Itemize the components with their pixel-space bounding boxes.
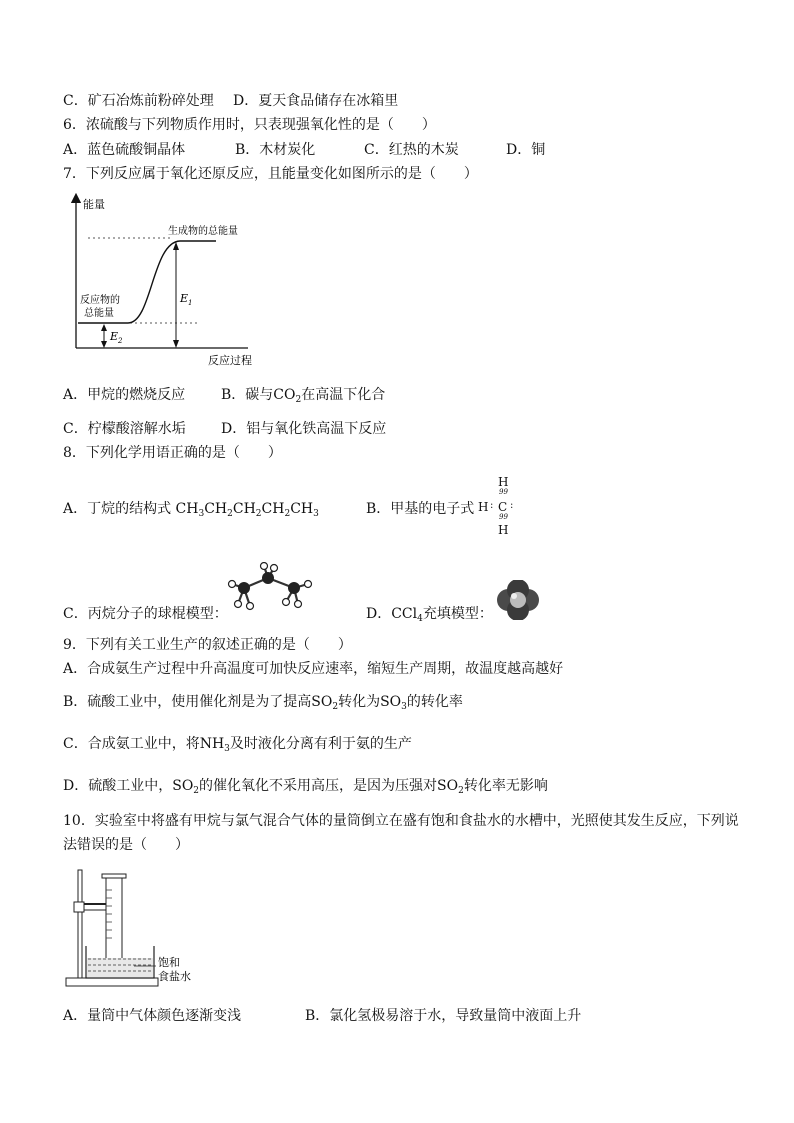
methyl-dots-top: 99 xyxy=(499,488,508,496)
e2-arrowhead-down xyxy=(101,341,107,348)
q9-option-b: B．硫酸工业中，使用催化剂是为了提高$SO_2$转化为$SO_3$的转化率 xyxy=(63,694,463,712)
q8-option-a: A．丁烷的结构式 $CH_3CH_2CH_2CH_2CH_3$ xyxy=(63,501,319,519)
q8-option-d: D．CCl$_4$充填模型： xyxy=(366,606,493,624)
q10-option-b: B．氯化氢极易溶于水，导致量筒中液面上升 xyxy=(305,1008,582,1024)
ccl4-space-filling-model xyxy=(494,580,542,620)
e2-arrowhead-up xyxy=(101,324,107,331)
q10-stem-line-1: 10．实验室中将盛有甲烷与氯气混合气体的量筒倒立在盛有饱和食盐水的水槽中，光照使其发生反应，下列说 xyxy=(63,813,739,829)
methyl-dot-right: : xyxy=(510,500,514,511)
q9-option-d: D．硫酸工业中，$SO_2$的催化氧化不采用高压，是因为压强对$SO_2$转化率无影响 xyxy=(63,778,548,796)
e2-label: $E_2$ xyxy=(110,330,123,345)
reactant-energy-label-2: 总能量 xyxy=(84,308,114,319)
q8-stem: 8．下列化学用语正确的是（ ） xyxy=(63,445,282,461)
q6-option-b: B．木材炭化 xyxy=(235,142,316,158)
q7-option-c: C．柠檬酸溶解水垢 xyxy=(63,421,186,437)
q9-option-a: A．合成氨生产过程中升高温度可加快反应速率，缩短生产周期，故温度越高越好 xyxy=(63,661,564,677)
q7-stem: 7．下列反应属于氧化还原反应，且能量变化如图所示的是（ ） xyxy=(63,166,478,182)
q6-stem: 6．浓硫酸与下列物质作用时，只表现强氧化性的是（ ） xyxy=(63,117,436,133)
methyl-h-left: H xyxy=(478,500,489,514)
q5-option-d: D．夏天食品储存在冰箱里 xyxy=(233,93,399,109)
methyl-electron-formula xyxy=(478,476,518,538)
apparatus-diagram xyxy=(62,866,212,996)
q6-option-c: C．红热的木炭 xyxy=(364,142,459,158)
methyl-c: C xyxy=(498,500,508,514)
methyl-dot-left: : xyxy=(490,500,494,511)
x-axis-label: 反应过程 xyxy=(208,354,252,367)
q10-option-a: A．量筒中气体颜色逐渐变浅 xyxy=(63,1008,242,1024)
q6-option-a: A．蓝色硫酸铜晶体 xyxy=(63,142,186,158)
apparatus-label-2: 食盐水 xyxy=(158,970,191,983)
propane-ball-stick-model xyxy=(224,562,320,620)
y-axis-label: 能量 xyxy=(83,198,105,211)
e1-arrowhead-down xyxy=(173,340,179,348)
methyl-h-top: H xyxy=(498,475,509,489)
q9-option-c: C．合成氨工业中，将$NH_3$及时液化分离有利于氨的生产 xyxy=(63,736,412,754)
q7-option-b: B．碳与$CO_2$在高温下化合 xyxy=(221,387,386,405)
q8-option-c: C．丙烷分子的球棍模型： xyxy=(63,606,228,622)
q7-option-d: D．铝与氧化铁高温下反应 xyxy=(221,421,387,437)
q10-stem-line-2: 法错误的是（ ） xyxy=(63,837,189,853)
energy-diagram xyxy=(60,190,280,370)
q5-option-c: C．矿石冶炼前粉碎处理 xyxy=(63,93,214,109)
apparatus-label-1: 饱和 xyxy=(158,956,180,969)
methyl-dots-bottom: 99 xyxy=(499,513,508,521)
q8-option-b: B．甲基的电子式 xyxy=(366,501,475,517)
reactant-energy-label-1: 反应物的 xyxy=(80,295,120,306)
e1-label: $E_1$ xyxy=(180,292,193,307)
methyl-h-bottom: H xyxy=(498,523,509,537)
q6-option-d: D．铜 xyxy=(506,142,546,158)
q7-option-a: A．甲烷的燃烧反应 xyxy=(63,387,186,403)
q9-stem: 9．下列有关工业生产的叙述正确的是（ ） xyxy=(63,637,352,653)
product-energy-label: 生成物的总能量 xyxy=(168,226,238,237)
